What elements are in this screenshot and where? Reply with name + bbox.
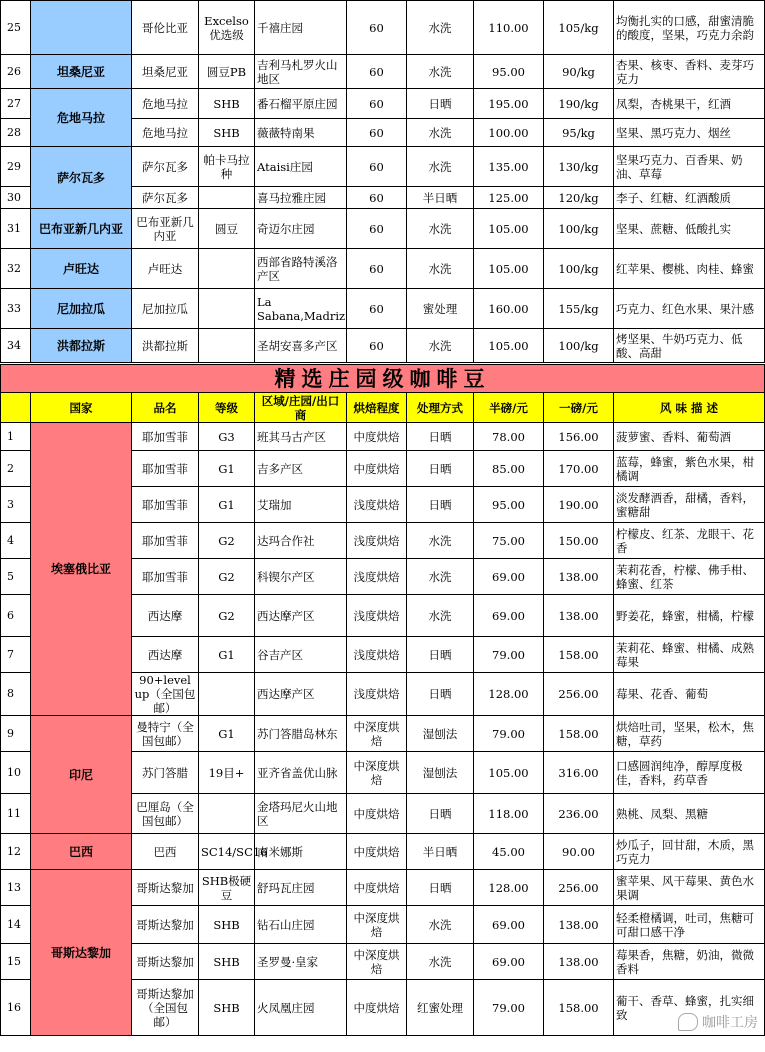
origin-cell: 危地马拉 bbox=[132, 89, 199, 119]
header-process: 处理方式 bbox=[407, 393, 474, 423]
price-per-kg-cell: 130/kg bbox=[544, 147, 614, 187]
estate-cell: 吉利马札罗火山地区 bbox=[255, 55, 347, 89]
grade-cell bbox=[199, 673, 255, 716]
pound-price-cell: 158.00 bbox=[544, 980, 614, 1036]
price-per-kg-cell: 105/kg bbox=[544, 1, 614, 55]
header-country: 国家 bbox=[31, 393, 132, 423]
origin-cell: 哥斯达黎加 bbox=[132, 870, 199, 906]
row-number: 12 bbox=[1, 834, 31, 870]
grade-cell: G2 bbox=[199, 595, 255, 637]
flavor-cell: 巧克力、红色水果、果汁感 bbox=[614, 289, 765, 329]
pound-price-cell: 190.00 bbox=[544, 487, 614, 523]
row-number: 4 bbox=[1, 523, 31, 559]
table-row bbox=[1, 716, 765, 752]
process-cell: 湿刨法 bbox=[407, 752, 474, 794]
row-number: 33 bbox=[1, 289, 31, 329]
table-row bbox=[1, 329, 765, 363]
roast-cell: 浅度烘焙 bbox=[347, 487, 407, 523]
grade-cell: G1 bbox=[199, 637, 255, 673]
section-banner: 精选庄园级咖啡豆 bbox=[1, 365, 765, 393]
top-price-table bbox=[0, 0, 765, 363]
row-number: 27 bbox=[1, 89, 31, 119]
roast-cell: 60 bbox=[347, 209, 407, 249]
pound-price-cell: 150.00 bbox=[544, 523, 614, 559]
roast-cell: 中深度烘焙 bbox=[347, 752, 407, 794]
half-pound-price-cell: 69.00 bbox=[474, 595, 544, 637]
row-number: 13 bbox=[1, 870, 31, 906]
pound-price-cell: 138.00 bbox=[544, 906, 614, 944]
table-row bbox=[1, 289, 765, 329]
flavor-cell: 茉莉花、蜂蜜、柑橘、成熟莓果 bbox=[614, 637, 765, 673]
row-number: 32 bbox=[1, 249, 31, 289]
estate-cell: 吉多产区 bbox=[255, 451, 347, 487]
flavor-cell: 葡干、香草、蜂蜜，扎实细致 bbox=[614, 980, 765, 1036]
roast-cell: 中度烘焙 bbox=[347, 980, 407, 1036]
half-pound-price-cell: 128.00 bbox=[474, 673, 544, 716]
roast-cell: 中深度烘焙 bbox=[347, 906, 407, 944]
header-no bbox=[1, 393, 31, 423]
flavor-cell: 淡发酵酒香，甜橘，香料，蜜糖甜 bbox=[614, 487, 765, 523]
grade-cell: SC14/SC16 bbox=[199, 834, 255, 870]
estate-cell: 亚齐省盖优山脉 bbox=[255, 752, 347, 794]
row-number: 31 bbox=[1, 209, 31, 249]
pound-price-cell: 170.00 bbox=[544, 451, 614, 487]
origin-cell: 耶加雪菲 bbox=[132, 423, 199, 451]
roast-cell: 浅度烘焙 bbox=[347, 637, 407, 673]
flavor-cell: 柠檬皮、红茶、龙眼干、花香 bbox=[614, 523, 765, 559]
row-number: 34 bbox=[1, 329, 31, 363]
flavor-cell: 坚果、黑巧克力、烟丝 bbox=[614, 119, 765, 147]
half-pound-price-cell: 95.00 bbox=[474, 487, 544, 523]
grade-cell: SHB bbox=[199, 944, 255, 980]
country-cell: 危地马拉 bbox=[31, 89, 132, 147]
origin-cell: 巴西 bbox=[132, 834, 199, 870]
half-pound-price-cell: 105.00 bbox=[474, 209, 544, 249]
country-cell: 巴西 bbox=[31, 834, 132, 870]
pound-price-cell: 156.00 bbox=[544, 423, 614, 451]
country-cell: 巴布亚新几内亚 bbox=[31, 209, 132, 249]
process-cell: 日晒 bbox=[407, 89, 474, 119]
roast-cell: 中度烘焙 bbox=[347, 423, 407, 451]
price-per-kg-cell: 100/kg bbox=[544, 209, 614, 249]
process-cell: 半日晒 bbox=[407, 834, 474, 870]
price-per-kg-cell: 90/kg bbox=[544, 55, 614, 89]
estate-cell: 达玛合作社 bbox=[255, 523, 347, 559]
grade-cell bbox=[199, 794, 255, 834]
grade-cell: G1 bbox=[199, 487, 255, 523]
origin-cell: 卢旺达 bbox=[132, 249, 199, 289]
roast-cell: 60 bbox=[347, 89, 407, 119]
origin-cell: 耶加雪菲 bbox=[132, 487, 199, 523]
half-pound-price-cell: 45.00 bbox=[474, 834, 544, 870]
table-row bbox=[1, 249, 765, 289]
row-number: 25 bbox=[1, 1, 31, 55]
process-cell: 水洗 bbox=[407, 944, 474, 980]
flavor-cell: 烘焙吐司，坚果，松木，焦糖，草药 bbox=[614, 716, 765, 752]
roast-cell: 中度烘焙 bbox=[347, 451, 407, 487]
table-row bbox=[1, 423, 765, 451]
origin-cell: 耶加雪菲 bbox=[132, 523, 199, 559]
half-pound-price-cell: 69.00 bbox=[474, 944, 544, 980]
half-pound-price-cell: 105.00 bbox=[474, 752, 544, 794]
process-cell: 水洗 bbox=[407, 906, 474, 944]
header-grade: 等级 bbox=[199, 393, 255, 423]
origin-cell: 巴布亚新几内亚 bbox=[132, 209, 199, 249]
country-cell: 尼加拉瓜 bbox=[31, 289, 132, 329]
row-number: 11 bbox=[1, 794, 31, 834]
process-cell: 半日晒 bbox=[407, 187, 474, 209]
origin-cell: 巴厘岛（全国包邮） bbox=[132, 794, 199, 834]
half-pound-price-cell: 100.00 bbox=[474, 119, 544, 147]
half-pound-price-cell: 85.00 bbox=[474, 451, 544, 487]
roast-cell: 中度烘焙 bbox=[347, 870, 407, 906]
flavor-cell: 口感圆润纯净，醇厚度极佳，香料，药草香 bbox=[614, 752, 765, 794]
row-number: 14 bbox=[1, 906, 31, 944]
grade-cell: SHB bbox=[199, 89, 255, 119]
origin-cell: 危地马拉 bbox=[132, 119, 199, 147]
origin-cell: 曼特宁（全国包邮） bbox=[132, 716, 199, 752]
estate-cell: 圣胡安喜多产区 bbox=[255, 329, 347, 363]
roast-cell: 浅度烘焙 bbox=[347, 559, 407, 595]
half-pound-price-cell: 128.00 bbox=[474, 870, 544, 906]
half-pound-price-cell: 69.00 bbox=[474, 559, 544, 595]
estate-cell: 舒玛瓦庄园 bbox=[255, 870, 347, 906]
process-cell: 红蜜处理 bbox=[407, 980, 474, 1036]
half-pound-price-cell: 160.00 bbox=[474, 289, 544, 329]
estate-cell: 千禧庄园 bbox=[255, 1, 347, 55]
process-cell: 水洗 bbox=[407, 249, 474, 289]
half-pound-price-cell: 78.00 bbox=[474, 423, 544, 451]
grade-cell bbox=[199, 329, 255, 363]
grade-cell: G1 bbox=[199, 716, 255, 752]
country-cell: 洪都拉斯 bbox=[31, 329, 132, 363]
half-pound-price-cell: 135.00 bbox=[474, 147, 544, 187]
estate-cell: 谷吉产区 bbox=[255, 637, 347, 673]
origin-cell: 萨尔瓦多 bbox=[132, 187, 199, 209]
origin-cell: 哥斯达黎加 bbox=[132, 906, 199, 944]
price-per-kg-cell: 190/kg bbox=[544, 89, 614, 119]
origin-cell: 萨尔瓦多 bbox=[132, 147, 199, 187]
grade-cell: SHB bbox=[199, 906, 255, 944]
process-cell: 水洗 bbox=[407, 559, 474, 595]
table-row bbox=[1, 147, 765, 187]
grade-cell bbox=[199, 187, 255, 209]
flavor-cell: 莓果、花香、葡萄 bbox=[614, 673, 765, 716]
price-per-kg-cell: 120/kg bbox=[544, 187, 614, 209]
price-per-kg-cell: 100/kg bbox=[544, 249, 614, 289]
half-pound-price-cell: 95.00 bbox=[474, 55, 544, 89]
header-pound: 一磅/元 bbox=[544, 393, 614, 423]
row-number: 9 bbox=[1, 716, 31, 752]
estate-cell: 科锲尔产区 bbox=[255, 559, 347, 595]
estate-cell: 南米娜斯 bbox=[255, 834, 347, 870]
half-pound-price-cell: 79.00 bbox=[474, 980, 544, 1036]
half-pound-price-cell: 110.00 bbox=[474, 1, 544, 55]
origin-cell: 哥斯达黎加 bbox=[132, 944, 199, 980]
estate-cell: 番石榴平原庄园 bbox=[255, 89, 347, 119]
grade-cell: 圆豆 bbox=[199, 209, 255, 249]
pound-price-cell: 236.00 bbox=[544, 794, 614, 834]
pound-price-cell: 158.00 bbox=[544, 716, 614, 752]
origin-cell: 哥伦比亚 bbox=[132, 1, 199, 55]
flavor-cell: 蜜苹果、风干莓果、黄色水果调 bbox=[614, 870, 765, 906]
process-cell: 水洗 bbox=[407, 1, 474, 55]
estate-cell: 火凤凰庄园 bbox=[255, 980, 347, 1036]
half-pound-price-cell: 105.00 bbox=[474, 249, 544, 289]
origin-cell: 耶加雪菲 bbox=[132, 559, 199, 595]
process-cell: 湿刨法 bbox=[407, 716, 474, 752]
grade-cell: G3 bbox=[199, 423, 255, 451]
process-cell: 水洗 bbox=[407, 595, 474, 637]
half-pound-price-cell: 79.00 bbox=[474, 716, 544, 752]
row-number: 5 bbox=[1, 559, 31, 595]
flavor-cell: 炒瓜子，回甘甜，木质，黑巧克力 bbox=[614, 834, 765, 870]
process-cell: 日晒 bbox=[407, 423, 474, 451]
roast-cell: 浅度烘焙 bbox=[347, 523, 407, 559]
half-pound-price-cell: 69.00 bbox=[474, 906, 544, 944]
table-row bbox=[1, 89, 765, 119]
row-number: 10 bbox=[1, 752, 31, 794]
process-cell: 水洗 bbox=[407, 55, 474, 89]
country-cell: 坦桑尼亚 bbox=[31, 55, 132, 89]
roast-cell: 60 bbox=[347, 329, 407, 363]
flavor-cell: 野姜花，蜂蜜，柑橘，柠檬 bbox=[614, 595, 765, 637]
flavor-cell: 菠萝蜜、香料、葡萄酒 bbox=[614, 423, 765, 451]
process-cell: 日晒 bbox=[407, 673, 474, 716]
roast-cell: 浅度烘焙 bbox=[347, 595, 407, 637]
estate-cell: 西达摩产区 bbox=[255, 595, 347, 637]
origin-cell: 苏门答腊 bbox=[132, 752, 199, 794]
table-row bbox=[1, 870, 765, 906]
estate-coffee-table bbox=[0, 364, 765, 1036]
process-cell: 水洗 bbox=[407, 147, 474, 187]
table-row bbox=[1, 209, 765, 249]
half-pound-price-cell: 79.00 bbox=[474, 637, 544, 673]
grade-cell: SHB bbox=[199, 119, 255, 147]
process-cell: 水洗 bbox=[407, 209, 474, 249]
flavor-cell: 红苹果、樱桃、肉桂、蜂蜜 bbox=[614, 249, 765, 289]
table-row bbox=[1, 834, 765, 870]
country-cell bbox=[31, 1, 132, 55]
grade-cell: 圆豆PB bbox=[199, 55, 255, 89]
flavor-cell: 李子、红糖、红酒酸质 bbox=[614, 187, 765, 209]
pound-price-cell: 138.00 bbox=[544, 595, 614, 637]
row-number: 1 bbox=[1, 423, 31, 451]
grade-cell: 帕卡马拉种 bbox=[199, 147, 255, 187]
origin-cell: 耶加雪菲 bbox=[132, 451, 199, 487]
header-estate: 区域/庄园/出口商 bbox=[255, 393, 347, 423]
grade-cell bbox=[199, 289, 255, 329]
origin-cell: 西达摩 bbox=[132, 595, 199, 637]
flavor-cell: 凤梨，杏桃果干，红酒 bbox=[614, 89, 765, 119]
half-pound-price-cell: 105.00 bbox=[474, 329, 544, 363]
roast-cell: 60 bbox=[347, 289, 407, 329]
grade-cell: SHB bbox=[199, 980, 255, 1036]
row-number: 3 bbox=[1, 487, 31, 523]
pound-price-cell: 138.00 bbox=[544, 944, 614, 980]
roast-cell: 60 bbox=[347, 147, 407, 187]
roast-cell: 60 bbox=[347, 1, 407, 55]
row-number: 6 bbox=[1, 595, 31, 637]
estate-cell: 班其马古产区 bbox=[255, 423, 347, 451]
roast-cell: 浅度烘焙 bbox=[347, 673, 407, 716]
roast-cell: 60 bbox=[347, 55, 407, 89]
country-cell: 萨尔瓦多 bbox=[31, 147, 132, 209]
estate-cell: La Sabana,Madriz bbox=[255, 289, 347, 329]
half-pound-price-cell: 125.00 bbox=[474, 187, 544, 209]
chat-bubble-icon bbox=[678, 1013, 698, 1031]
header-origin: 品名 bbox=[132, 393, 199, 423]
watermark bbox=[678, 1012, 758, 1032]
roast-cell: 60 bbox=[347, 187, 407, 209]
estate-cell: 西部省路特溪洛产区 bbox=[255, 249, 347, 289]
flavor-cell: 莓果香，焦糖，奶油，微微香料 bbox=[614, 944, 765, 980]
pound-price-cell: 90.00 bbox=[544, 834, 614, 870]
process-cell: 日晒 bbox=[407, 870, 474, 906]
grade-cell: SHB极硬豆 bbox=[199, 870, 255, 906]
half-pound-price-cell: 118.00 bbox=[474, 794, 544, 834]
estate-cell: 艾瑞加 bbox=[255, 487, 347, 523]
flavor-cell: 蓝莓，蜂蜜，紫色水果，柑橘调 bbox=[614, 451, 765, 487]
price-per-kg-cell: 100/kg bbox=[544, 329, 614, 363]
header-flavor: 风 味 描 述 bbox=[614, 393, 765, 423]
roast-cell: 60 bbox=[347, 249, 407, 289]
price-per-kg-cell: 95/kg bbox=[544, 119, 614, 147]
roast-cell: 中深度烘焙 bbox=[347, 944, 407, 980]
flavor-cell: 均衡扎实的口感，甜蜜清脆的酸度，坚果，巧克力余韵 bbox=[614, 1, 765, 55]
estate-cell: 金塔玛尼火山地区 bbox=[255, 794, 347, 834]
roast-cell: 60 bbox=[347, 119, 407, 147]
half-pound-price-cell: 75.00 bbox=[474, 523, 544, 559]
pound-price-cell: 158.00 bbox=[544, 637, 614, 673]
grade-cell bbox=[199, 249, 255, 289]
estate-cell: 圣罗曼·皇家 bbox=[255, 944, 347, 980]
row-number: 26 bbox=[1, 55, 31, 89]
row-number: 16 bbox=[1, 980, 31, 1036]
flavor-cell: 坚果巧克力、百香果、奶油、草莓 bbox=[614, 147, 765, 187]
process-cell: 水洗 bbox=[407, 523, 474, 559]
pound-price-cell: 138.00 bbox=[544, 559, 614, 595]
header-roast: 烘焙程度 bbox=[347, 393, 407, 423]
grade-cell: 19目+ bbox=[199, 752, 255, 794]
row-number: 29 bbox=[1, 147, 31, 187]
table-row bbox=[1, 55, 765, 89]
country-cell: 埃塞俄比亚 bbox=[31, 423, 132, 716]
roast-cell: 中度烘焙 bbox=[347, 794, 407, 834]
flavor-cell: 坚果、蔗糖、低酸扎实 bbox=[614, 209, 765, 249]
price-per-kg-cell: 155/kg bbox=[544, 289, 614, 329]
grade-cell: G2 bbox=[199, 523, 255, 559]
flavor-cell: 熟桃、凤梨、黑糖 bbox=[614, 794, 765, 834]
process-cell: 日晒 bbox=[407, 451, 474, 487]
pound-price-cell: 316.00 bbox=[544, 752, 614, 794]
estate-cell: 奇迈尔庄园 bbox=[255, 209, 347, 249]
flavor-cell: 茉莉花香，柠檬、佛手柑、蜂蜜、红茶 bbox=[614, 559, 765, 595]
process-cell: 水洗 bbox=[407, 329, 474, 363]
table-row bbox=[1, 1, 765, 55]
estate-cell: 苏门答腊岛林东 bbox=[255, 716, 347, 752]
row-number: 15 bbox=[1, 944, 31, 980]
estate-cell: 薇薇特南果 bbox=[255, 119, 347, 147]
row-number: 7 bbox=[1, 637, 31, 673]
process-cell: 水洗 bbox=[407, 119, 474, 147]
half-pound-price-cell: 195.00 bbox=[474, 89, 544, 119]
grade-cell: Excelso优选级 bbox=[199, 1, 255, 55]
estate-cell: 喜马拉雅庄园 bbox=[255, 187, 347, 209]
origin-cell: 哥斯达黎加（全国包邮） bbox=[132, 980, 199, 1036]
origin-cell: 坦桑尼亚 bbox=[132, 55, 199, 89]
origin-cell: 90+level up（全国包邮） bbox=[132, 673, 199, 716]
header-half-pound: 半磅/元 bbox=[474, 393, 544, 423]
origin-cell: 尼加拉瓜 bbox=[132, 289, 199, 329]
roast-cell: 中度烘焙 bbox=[347, 834, 407, 870]
flavor-cell: 烤坚果、牛奶巧克力、低酸、高甜 bbox=[614, 329, 765, 363]
estate-cell: 钻石山庄园 bbox=[255, 906, 347, 944]
process-cell: 日晒 bbox=[407, 637, 474, 673]
grade-cell: G1 bbox=[199, 451, 255, 487]
watermark-text: 咖啡工房 bbox=[702, 1015, 758, 1031]
process-cell: 蜜处理 bbox=[407, 289, 474, 329]
estate-cell: Ataisi庄园 bbox=[255, 147, 347, 187]
process-cell: 日晒 bbox=[407, 794, 474, 834]
pound-price-cell: 256.00 bbox=[544, 673, 614, 716]
pound-price-cell: 256.00 bbox=[544, 870, 614, 906]
flavor-cell: 杏果、核枣、香料、麦芽巧克力 bbox=[614, 55, 765, 89]
country-cell: 卢旺达 bbox=[31, 249, 132, 289]
estate-cell: 西达摩产区 bbox=[255, 673, 347, 716]
flavor-cell: 轻柔橙橘调，吐司，焦糖可可甜口感干净 bbox=[614, 906, 765, 944]
country-cell: 印尼 bbox=[31, 716, 132, 834]
row-number: 30 bbox=[1, 187, 31, 209]
row-number: 2 bbox=[1, 451, 31, 487]
row-number: 8 bbox=[1, 673, 31, 716]
row-number: 28 bbox=[1, 119, 31, 147]
origin-cell: 西达摩 bbox=[132, 637, 199, 673]
roast-cell: 中深度烘焙 bbox=[347, 716, 407, 752]
country-cell: 哥斯达黎加 bbox=[31, 870, 132, 1036]
origin-cell: 洪都拉斯 bbox=[132, 329, 199, 363]
grade-cell: G2 bbox=[199, 559, 255, 595]
process-cell: 日晒 bbox=[407, 487, 474, 523]
